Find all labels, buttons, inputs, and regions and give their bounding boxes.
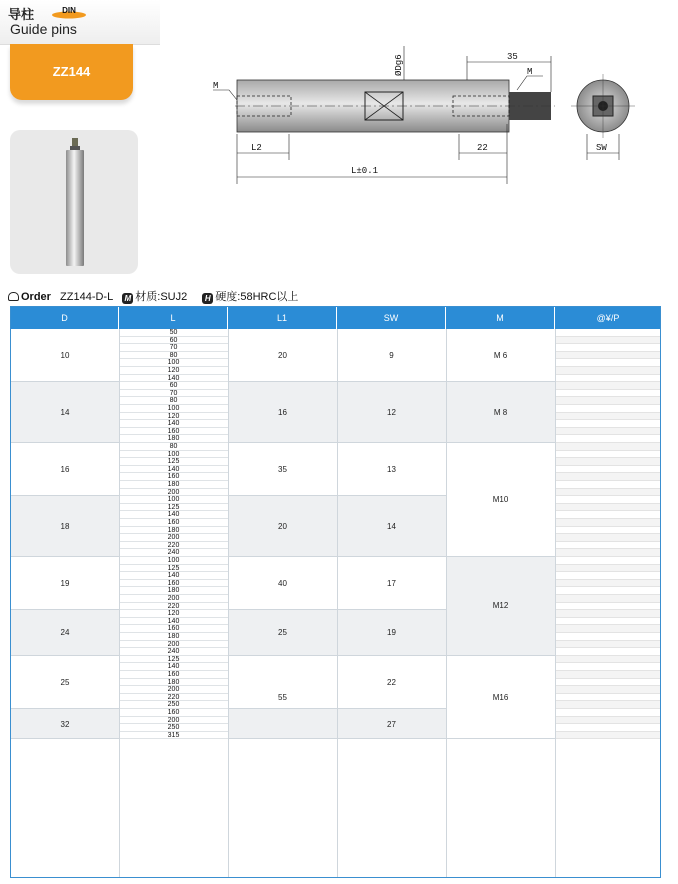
table-header: L — [119, 307, 228, 329]
cell-l: 160 — [119, 428, 228, 436]
order-info — [8, 288, 310, 304]
hardness-icon: H — [202, 293, 213, 304]
price-cell[interactable] — [555, 367, 661, 375]
cell-l: 100 — [119, 496, 228, 504]
cell-m: M 8 — [446, 382, 555, 443]
cell-l: 240 — [119, 648, 228, 656]
cell-sw: 9 — [389, 351, 394, 361]
cell-sw: 22 — [387, 677, 396, 687]
price-cell[interactable] — [555, 656, 661, 664]
cell-l: 200 — [119, 717, 228, 725]
table-header: M — [446, 307, 555, 329]
cell-l: 125 — [119, 504, 228, 512]
price-cell[interactable] — [555, 473, 661, 481]
price-cell[interactable] — [555, 397, 661, 405]
dim-35: 35 — [507, 52, 518, 62]
material-spec: 材质:SUJ2 — [135, 291, 188, 303]
price-cell[interactable] — [555, 671, 661, 679]
cell-l: 200 — [119, 489, 228, 497]
price-cell[interactable] — [555, 481, 661, 489]
price-cell[interactable] — [555, 694, 661, 702]
price-cell[interactable] — [555, 542, 661, 550]
dim-l: L±0.1 — [351, 166, 379, 176]
cell-l: 140 — [119, 466, 228, 474]
table-header: D — [11, 307, 119, 329]
pin-end-view — [571, 74, 635, 138]
technical-drawing — [205, 40, 645, 190]
cell-l1: 35 — [278, 465, 287, 475]
cell-d: 14 — [60, 408, 70, 418]
cell-m: M16 — [446, 656, 555, 740]
title-zh: 导柱 — [8, 7, 35, 22]
price-cell[interactable] — [555, 709, 661, 717]
product-photo — [10, 130, 138, 274]
title-en: Guide pins — [10, 21, 77, 37]
cell-l: 250 — [119, 724, 228, 732]
cell-d: 18 — [60, 522, 70, 532]
cell-l: 80 — [119, 352, 228, 360]
price-cell[interactable] — [555, 466, 661, 474]
price-cell[interactable] — [555, 701, 661, 709]
price-cell[interactable] — [555, 489, 661, 497]
din-badge-text: DIN — [62, 6, 76, 15]
cell-l: 315 — [119, 732, 228, 740]
cell-l: 200 — [119, 534, 228, 542]
cell-l: 125 — [119, 565, 228, 573]
price-cell[interactable] — [555, 648, 661, 656]
column-divider — [228, 329, 229, 877]
cell-l: 50 — [119, 329, 228, 337]
material-icon: M — [122, 293, 133, 304]
price-cell[interactable] — [555, 549, 661, 557]
cell-sw: 13 — [387, 465, 396, 475]
cell-l: 80 — [119, 397, 228, 405]
cell-d: 16 — [60, 465, 70, 475]
price-cell[interactable] — [555, 610, 661, 618]
cell-l: 70 — [119, 390, 228, 398]
price-cell[interactable] — [555, 618, 661, 626]
price-cell[interactable] — [555, 428, 661, 436]
cell-l: 220 — [119, 694, 228, 702]
price-cell[interactable] — [555, 443, 661, 451]
cell-l: 180 — [119, 435, 228, 443]
label-m-left: M — [213, 81, 219, 91]
cell-l: 140 — [119, 511, 228, 519]
cell-m: M10 — [446, 443, 555, 557]
order-code: ZZ144-D-L — [60, 291, 114, 303]
cell-l: 140 — [119, 375, 228, 383]
price-cell[interactable] — [555, 496, 661, 504]
cell-l1: 16 — [278, 408, 287, 418]
price-cell[interactable] — [555, 352, 661, 360]
cell-l: 140 — [119, 420, 228, 428]
cell-d: 25 — [60, 677, 70, 687]
cell-l: 120 — [119, 367, 228, 375]
dim-l2: L2 — [251, 143, 262, 153]
cell-d: 10 — [60, 351, 70, 361]
hardness-spec: 硬度:58HRC以上 — [215, 291, 299, 303]
cell-l: 160 — [119, 709, 228, 717]
cell-l: 70 — [119, 344, 228, 352]
column-divider — [119, 329, 120, 877]
cell-l: 100 — [119, 359, 228, 367]
price-cell[interactable] — [555, 641, 661, 649]
dim-22: 22 — [477, 143, 488, 153]
cell-l: 125 — [119, 656, 228, 664]
table-header: L1 — [228, 307, 337, 329]
cell-l: 140 — [119, 663, 228, 671]
price-cell[interactable] — [555, 679, 661, 687]
order-label: Order — [21, 291, 51, 303]
cell-d: 24 — [60, 628, 70, 638]
price-cell[interactable] — [555, 329, 661, 337]
cell-m: M12 — [446, 557, 555, 656]
price-cell[interactable] — [555, 717, 661, 725]
price-cell[interactable] — [555, 565, 661, 573]
cell-l1: 20 — [278, 351, 287, 361]
cell-l1: 25 — [278, 628, 287, 638]
price-cell[interactable] — [555, 420, 661, 428]
cell-l: 200 — [119, 595, 228, 603]
cell-l1: 40 — [278, 579, 287, 589]
cell-l: 180 — [119, 587, 228, 595]
cell-l: 120 — [119, 610, 228, 618]
cell-l: 200 — [119, 686, 228, 694]
price-cell[interactable] — [555, 413, 661, 421]
price-cell[interactable] — [555, 451, 661, 459]
cell-l: 200 — [119, 641, 228, 649]
price-cell[interactable] — [555, 405, 661, 413]
cell-l: 60 — [119, 337, 228, 345]
cell-l: 80 — [119, 443, 228, 451]
din-badge — [50, 3, 88, 19]
price-cell[interactable] — [555, 686, 661, 694]
cell-l: 160 — [119, 519, 228, 527]
price-cell[interactable] — [555, 527, 661, 535]
cell-l: 240 — [119, 549, 228, 557]
cell-l: 220 — [119, 542, 228, 550]
cell-l: 100 — [119, 557, 228, 565]
column-divider — [337, 329, 338, 877]
cell-l: 100 — [119, 451, 228, 459]
label-m-right: M — [527, 67, 533, 77]
price-cell[interactable] — [555, 595, 661, 603]
price-cell[interactable] — [555, 625, 661, 633]
table-header: @¥/P — [555, 307, 661, 329]
cell-l1: 20 — [278, 522, 287, 532]
price-cell[interactable] — [555, 572, 661, 580]
price-cell[interactable] — [555, 557, 661, 565]
cell-l: 160 — [119, 625, 228, 633]
cell-sw: 14 — [387, 522, 396, 532]
price-cell[interactable] — [555, 724, 661, 732]
cell-d: 19 — [60, 579, 70, 589]
cell-l: 120 — [119, 413, 228, 421]
price-cell[interactable] — [555, 587, 661, 595]
cell-sw: 19 — [387, 628, 396, 638]
product-code-tab: ZZ144 — [10, 44, 133, 100]
price-cell[interactable] — [555, 663, 661, 671]
cell-sw: 17 — [387, 579, 396, 589]
price-cell[interactable] — [555, 382, 661, 390]
price-cell[interactable] — [555, 390, 661, 398]
cell-l: 140 — [119, 572, 228, 580]
price-cell[interactable] — [555, 534, 661, 542]
cell-l: 160 — [119, 671, 228, 679]
cell-l: 100 — [119, 405, 228, 413]
phone-icon — [8, 292, 19, 301]
cell-l: 160 — [119, 473, 228, 481]
cell-d: 32 — [60, 719, 70, 729]
price-cell[interactable] — [555, 375, 661, 383]
spec-table — [10, 306, 661, 878]
cell-l: 180 — [119, 679, 228, 687]
cell-l: 125 — [119, 458, 228, 466]
cell-sw: 27 — [387, 719, 396, 729]
cell-l: 220 — [119, 603, 228, 611]
price-cell[interactable] — [555, 458, 661, 466]
dim-d: ØDg6 — [394, 54, 404, 76]
price-cell[interactable] — [555, 504, 661, 512]
cell-m: M 6 — [446, 329, 555, 382]
column-divider — [446, 329, 447, 877]
cell-l: 250 — [119, 701, 228, 709]
price-cell[interactable] — [555, 344, 661, 352]
cell-l: 180 — [119, 481, 228, 489]
column-divider — [555, 329, 556, 877]
cell-sw: 12 — [387, 408, 396, 418]
price-cell[interactable] — [555, 519, 661, 527]
price-cell[interactable] — [555, 580, 661, 588]
cell-l: 160 — [119, 580, 228, 588]
cell-l: 180 — [119, 527, 228, 535]
cell-l: 180 — [119, 633, 228, 641]
price-cell[interactable] — [555, 511, 661, 519]
price-cell[interactable] — [555, 633, 661, 641]
cell-l: 140 — [119, 618, 228, 626]
price-cell[interactable] — [555, 337, 661, 345]
price-cell[interactable] — [555, 732, 661, 740]
price-cell[interactable] — [555, 603, 661, 611]
header-bar — [0, 0, 160, 45]
cell-l: 60 — [119, 382, 228, 390]
table-header: SW — [337, 307, 446, 329]
label-sw: SW — [596, 143, 607, 153]
guide-pin-image — [10, 130, 138, 274]
price-cell[interactable] — [555, 359, 661, 367]
price-cell[interactable] — [555, 435, 661, 443]
cell-l1: 55 — [278, 693, 287, 703]
